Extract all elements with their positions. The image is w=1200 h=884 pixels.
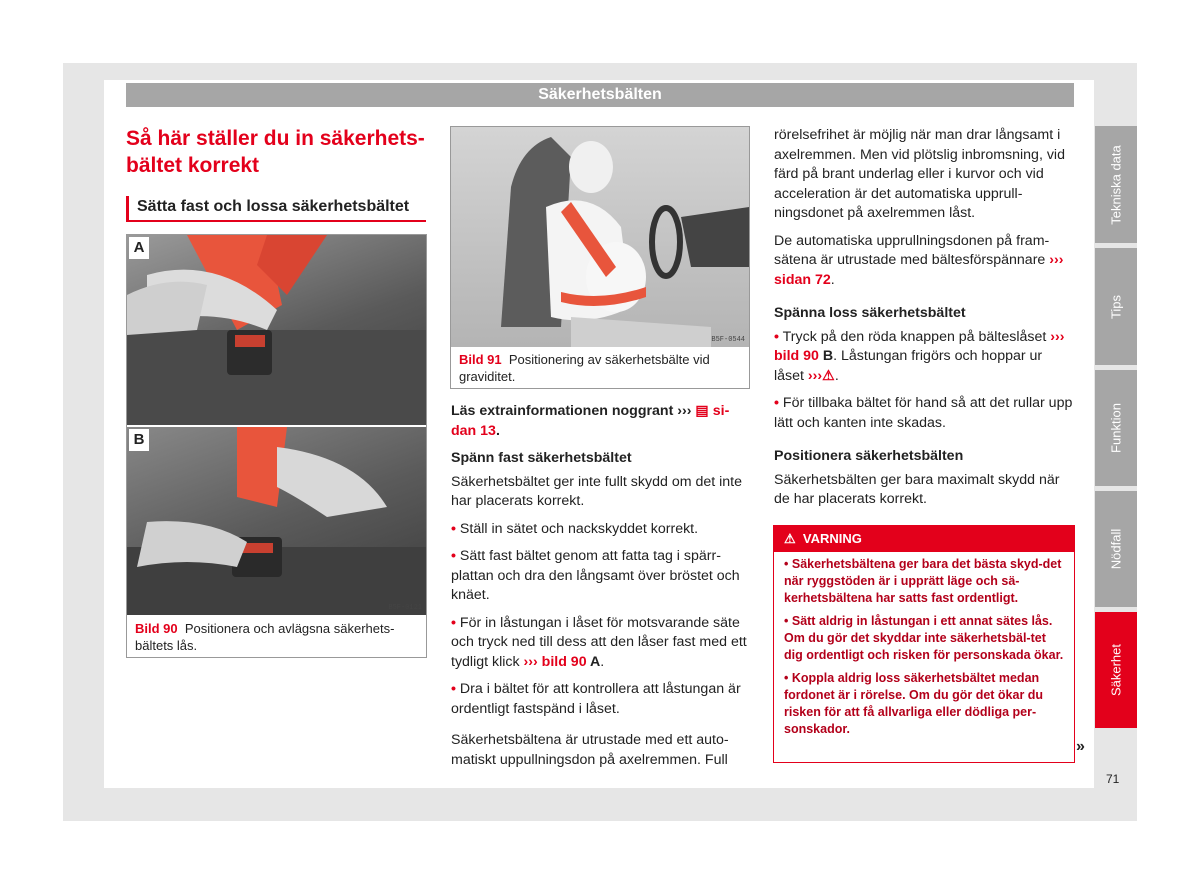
- warning-title: VARNING: [802, 531, 862, 546]
- bullet-ref-letter: A: [586, 653, 601, 670]
- right-column: [774, 126, 1074, 518]
- figure-91-label: Bild 91: [459, 352, 502, 367]
- bullet-text: Tryck på den röda knappen på bälteslåset: [782, 328, 1051, 345]
- position-paragraph: Säkerhetsbälten ger bara maximalt skydd när de har placerats korrekt.: [774, 471, 1060, 507]
- warning-header: [774, 526, 1074, 552]
- section-header: Säkerhetsbälten: [126, 83, 1074, 107]
- unfasten-bullet-2: • För tillbaka bältet för hand så att det rullar upp lätt och kanten inte skadas.: [774, 395, 1073, 431]
- warning-text: Koppla aldrig loss säkerhetsbältet medan fordonet är i rörelse. Om du gör det ökar du risken för att få allvarliga eller dödliga per-sonskador.: [784, 671, 1044, 736]
- position-heading: Positionera säkerhetsbälten: [774, 448, 964, 464]
- figure-90-photo-a: [127, 235, 426, 425]
- fasten-bullet-3: • För in låstungan i låset för motsvarande säte och tryck ned till dess att den låser fast med ett tydligt klick ››› bild 90 A.: [451, 614, 747, 670]
- unfasten-heading: Spänna loss säkerhetsbältet: [774, 305, 966, 321]
- warning-item-2: • Sätt aldrig in låstungan i ett annat sätes lås. Om du gör det skyddar inte säkerhetsbäl-tet dig ordentligt och risken för personskada ökar.: [784, 614, 1064, 662]
- photo-b-tag: B: [129, 429, 149, 451]
- bullet-text: Dra i bältet för att kontrollera att låstungan är ordentligt fastspänd i låset.: [451, 681, 741, 717]
- warning-icon: ⚠: [784, 531, 796, 546]
- tab-tips[interactable]: [1095, 248, 1137, 365]
- bullet-text: Sätt fast bältet genom att fatta tag i spärr-plattan och dra den långsamt över bröstet och knäet.: [451, 548, 740, 603]
- page-title: Så här ställer du in säkerhets-bältet korrekt: [126, 127, 425, 177]
- auto-retractor-paragraph: Säkerhetsbältena är utrustade med ett auto-matiskt uppullningsdon på axelremmen. Full: [451, 732, 729, 768]
- warning-triangle-icon[interactable]: ⚠: [822, 367, 835, 384]
- fasten-heading: Spänn fast säkerhetsbältet: [451, 450, 632, 466]
- tab-label: Tekniska data: [1108, 144, 1124, 225]
- paragraph-period: .: [830, 271, 835, 288]
- bullet-text: För tillbaka bältet för hand så att det rullar upp lätt och kanten inte skadas.: [774, 395, 1073, 431]
- page-72-link[interactable]: ››› sidan 72: [774, 252, 1064, 288]
- warning-text: Sätt aldrig in låstungan i ett annat sätes lås. Om du gör det skyddar inte säkerhetsbäl-tet dig ordentligt och risken för personskada ökar.: [784, 614, 1064, 662]
- bullet-period: .: [600, 653, 605, 670]
- tab-label: Nödfall: [1108, 528, 1124, 570]
- fasten-paragraph: Säkerhetsbältet ger inte fullt skydd om det inte har placerats korrekt.: [451, 473, 743, 509]
- bullet-period: .: [834, 367, 839, 384]
- tab-label: Funktion: [1108, 403, 1124, 453]
- figure-91-photo: [451, 127, 749, 347]
- warning-link-arrows[interactable]: ›››: [807, 367, 823, 384]
- figure-90-photo-b: [127, 427, 426, 615]
- warning-body: [774, 552, 1074, 738]
- tab-sakerhet[interactable]: [1095, 612, 1137, 728]
- read-more-arrows: ›››: [677, 403, 696, 419]
- continued-paragraph: rörelsefrihet är möjlig när man drar långsamt i axelremmen. Men vid plötslig inbromsning, vid färd på brant underlag eller i kurvor och vid acceleration är det automatiska upprull-ningsdonet på axelremmen låst.: [774, 127, 1065, 221]
- front-seats-paragraph: [774, 232, 1074, 291]
- bullet-ref-letter: B: [818, 348, 834, 364]
- figure-91-code: B5F-0544: [711, 336, 745, 344]
- middle-column: [451, 402, 749, 778]
- tab-tekniska-data[interactable]: [1095, 126, 1137, 243]
- fasten-bullet-1: • Ställ in sätet och nackskyddet korrekt.: [451, 520, 699, 537]
- figure-91-caption: [459, 351, 744, 385]
- bullet-text: För in låstungan i låset för motsvarande säte och tryck ned till dess att den låser fast med ett tydligt klick: [451, 614, 747, 670]
- tab-funktion[interactable]: [1095, 370, 1137, 486]
- warning-item-1: • Säkerhetsbältena ger bara det bästa skyd-det när ryggstöden är i upprätt läge och sä-kerhetsbältena har satts fast ordentligt.: [784, 557, 1062, 605]
- paragraph-text: De automatiska upprullningsdonen på fram-sätena är utrustade med bältesförspännare: [774, 232, 1050, 268]
- figure-91-caption-text: Positionering av säkerhetsbälte vid graviditet.: [459, 352, 710, 384]
- read-more-text: Läs extrainformationen noggrant: [451, 403, 678, 419]
- figure-90-link[interactable]: ››› bild 90: [523, 653, 587, 670]
- photo-a-tag: A: [129, 237, 149, 259]
- unfasten-bullet-1: • Tryck på den röda knappen på bälteslåset ››› bild 90 B. Låstungan frigörs och hoppar ur låset ›››⚠.: [774, 328, 1065, 384]
- book-icon[interactable]: ▤: [695, 403, 709, 419]
- subsection-title: Sätta fast och lossa säkerhetsbältet: [126, 196, 426, 222]
- tab-label: Tips: [1108, 294, 1124, 319]
- read-more-page-link[interactable]: si-dan 13: [451, 403, 730, 439]
- continue-mark: »: [1076, 738, 1085, 755]
- tab-nodfall[interactable]: [1095, 491, 1137, 607]
- warning-item-3: • Koppla aldrig loss säkerhetsbältet medan fordonet är i rörelse. Om du gör det ökar du risken för att få allvarliga eller dödliga per-sonskador.: [784, 671, 1044, 736]
- figure-90-code: B5F-0121: [388, 604, 422, 612]
- fasten-bullet-2: • Sätt fast bältet genom att fatta tag i spärr-plattan och dra den långsamt över bröstet och knäet.: [451, 548, 740, 603]
- figure-90-caption: [135, 620, 420, 654]
- warning-text: Säkerhetsbältena ger bara det bästa skyd-det när ryggstöden är i upprätt läge och sä-kerhetsbältena har satts fast ordentligt.: [784, 557, 1062, 605]
- figure-90-caption-text: Positionera och avlägsna säkerhets-bältets lås.: [135, 621, 395, 653]
- read-more-period: .: [495, 422, 500, 439]
- bullet-text: Ställ in sätet och nackskyddet korrekt.: [459, 520, 699, 537]
- bullet-text: . Låstungan frigörs och hoppar ur låset: [774, 348, 1043, 384]
- fasten-bullet-4: • Dra i bältet för att kontrollera att låstungan är ordentligt fastspänd i låset.: [451, 681, 741, 717]
- tab-label: Säkerhet: [1108, 643, 1124, 697]
- figure-90-link[interactable]: ››› bild 90: [774, 328, 1065, 364]
- page-number: 71: [1106, 772, 1120, 786]
- read-more-note: [451, 402, 749, 441]
- figure-90-label: Bild 90: [135, 621, 178, 636]
- warning-box: [773, 525, 1075, 763]
